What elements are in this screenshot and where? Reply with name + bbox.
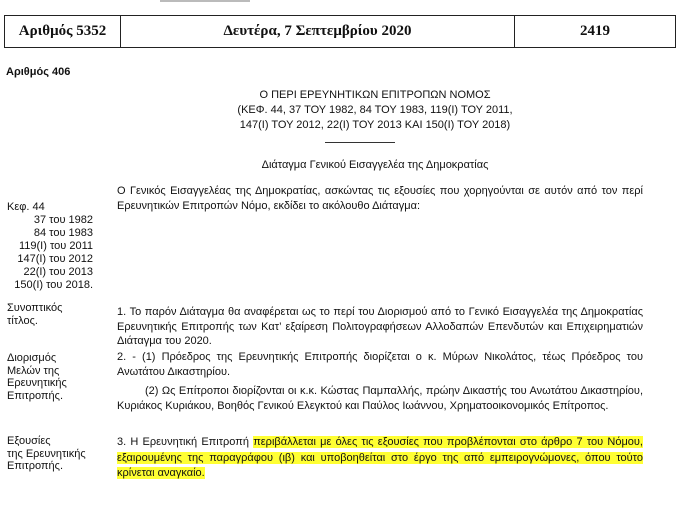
margin-note-line: Ερευνητικής xyxy=(7,377,67,389)
margin-note-line: Διορισμός xyxy=(7,352,57,364)
section-2-1: 2. - (1) Πρόεδρος της Ερευνητικής Επιτροπής διορίζεται ο κ. Μύρων Νικολάτος, τέως Πρόεδρος του Ανωτάτου Δικαστηρίου. xyxy=(117,351,643,378)
reference-item: 37 του 1982 xyxy=(33,214,93,226)
law-title-line: Ο ΠΕΡΙ ΕΡΕΥΝΗΤΙΚΩΝ ΕΠΙΤΡΟΠΩΝ ΝΟΜΟΣ xyxy=(259,89,491,101)
section-3 xyxy=(117,435,643,482)
document-number: Αριθμός 406 xyxy=(6,66,71,78)
law-title-line: 147(Ι) ΤΟΥ 2012, 22(Ι) ΤΟΥ 2013 ΚΑΙ 150(Ι) ΤΟΥ 2018) xyxy=(239,119,511,131)
margin-note-line: Επιτροπής. xyxy=(7,460,63,472)
gazette-header xyxy=(4,15,676,48)
issue-date: Δευτέρα, 7 Σεπτεμβρίου 2020 xyxy=(121,16,515,47)
section-1: 1. Το παρόν Διάταγμα θα αναφέρεται ως το περί του Διορισμού από το Γενικό Εισαγγελέα της Δημοκρατίας Ερευνητικής Επιτροπής των Κατ’ εξαίρεση Πολιτογραφήσεων Αλλοδαπών Επενδυτών και Επιχειρηματιών Διάταγμα του 2020. xyxy=(117,306,643,347)
margin-note-line: τίτλος. xyxy=(7,314,38,327)
margin-note-line: Μελών της xyxy=(7,364,60,377)
highlighted-text: περιβάλλεται με όλες τις εξουσίες που προβλέπονται στο άρθρο 7 του Νόμου, εξαιρουμένης της παραγράφου (ιβ) και υποβοηθείται στο έργο της από εμπειρογνώμονες, όπου τούτο κρίνεται αναγκαίο. xyxy=(117,436,643,479)
margin-note-short-title xyxy=(7,302,62,327)
section-3-text: 3. Η Ερευνητική Επιτροπή xyxy=(117,436,254,448)
margin-note-powers xyxy=(7,435,86,473)
section-2-2: (2) Ως Επίτροποι διορίζονται οι κ.κ. Κώστας Παμπαλλής, πρώην Δικαστής του Ανωτάτου Δικαστηρίου, Κυριάκος Κυριάκου, Βοηθός Γενικού Ελεγκτού και Παύλος Ιωάννου, Χρηματοοικονομικός Επίτροπος. xyxy=(117,385,643,412)
law-title xyxy=(110,88,640,133)
reference-item: 150(Ι) του 2018. xyxy=(14,279,93,291)
reference-item: 147(Ι) του 2012 xyxy=(17,253,93,265)
issue-number: Αριθμός 5352 xyxy=(5,16,121,47)
margin-note-line: Συνοπτικός xyxy=(7,302,63,314)
reference-item: 119(Ι) του 2011 xyxy=(18,240,93,252)
preamble: Ο Γενικός Εισαγγελέας της Δημοκρατίας, ασκώντας τις εξουσίες που χορηγούνται σε αυτόν από τον περί Ερευνητικών Επιτροπών Νόμο, εκδίδει το ακόλουθο Διάταγμα: xyxy=(117,185,643,212)
legal-references xyxy=(7,201,93,292)
margin-note-line: της Ερευνητικής xyxy=(7,447,86,460)
reference-item: Κεφ. 44 xyxy=(7,201,45,213)
margin-note-line: Επιτροπής. xyxy=(7,389,63,402)
decree-title: Διάταγμα Γενικού Εισαγγελέα της Δημοκρατίας xyxy=(261,159,489,171)
law-title-line: (ΚΕΦ. 44, 37 ΤΟΥ 1982, 84 ΤΟΥ 1983, 119(Ι) ΤΟΥ 2011, xyxy=(237,104,513,116)
margin-note-appointment xyxy=(7,352,67,402)
page-number: 2419 xyxy=(580,23,610,39)
reference-item: 84 του 1983 xyxy=(33,227,93,239)
reference-item: 22(Ι) του 2013 xyxy=(23,266,93,278)
title-divider xyxy=(325,142,395,143)
top-edge-rule xyxy=(160,0,250,2)
margin-note-line: Εξουσίες xyxy=(7,435,51,447)
